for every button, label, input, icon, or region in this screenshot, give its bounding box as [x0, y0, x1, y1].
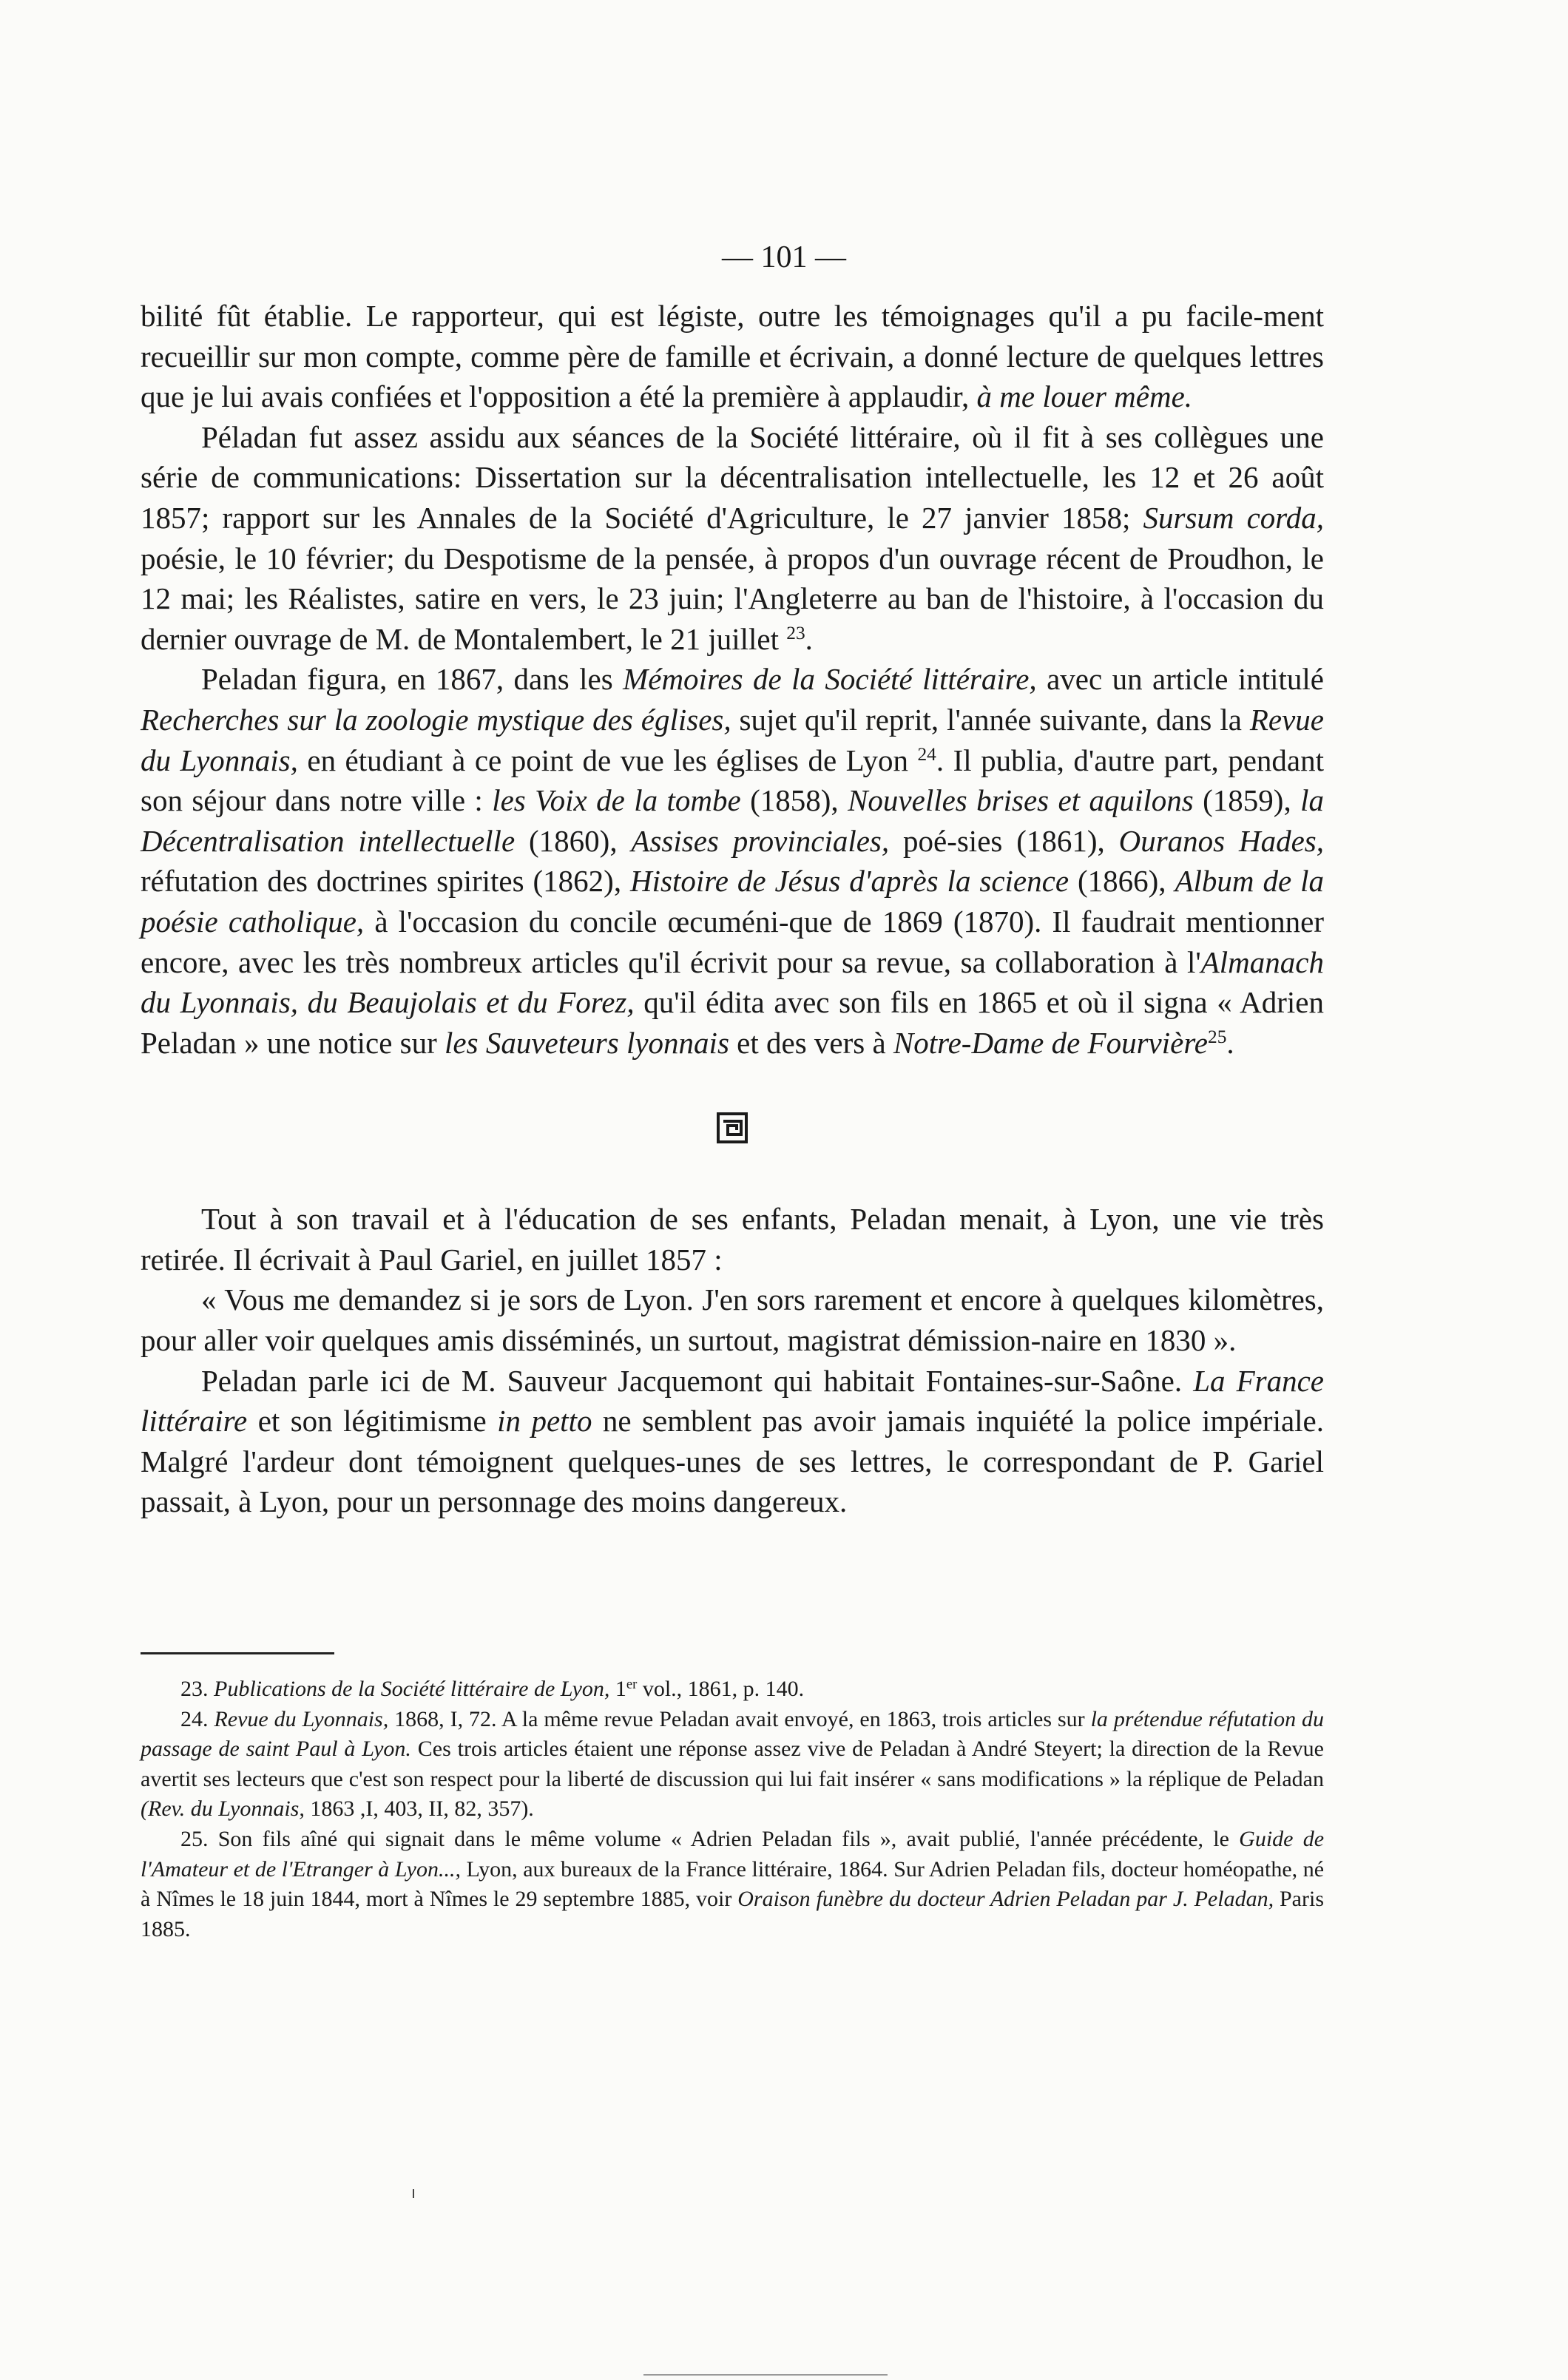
footnote-23	[141, 1674, 1324, 1705]
text-run: Lyon, aux bureaux de la France littéraire, 1864. Sur Adrien Peladan fils, docteur homéopathe, né à Nîmes le 18 juin 1844, mort à Nîmes le 29 septembre 1885, voir	[141, 1856, 1325, 1912]
text-run: 1863 ,I, 403, II, 82, 357).	[304, 1796, 534, 1822]
text-run: Ces trois articles étaient une réponse assez vive de Peladan à André Steyert; la direction de la Revue avertit ses lecteurs que c'est son respect pour la liberté de discussion qui lui fait insérer « sans modifications » la réplique de Peladan	[141, 1737, 1324, 1791]
footnotes	[141, 1674, 1324, 1944]
scan-speck	[413, 2189, 414, 2198]
paragraph	[141, 417, 1324, 660]
text-run-italic: Notre-Dame de Fourvière	[893, 1025, 1208, 1060]
text-run: et des vers à	[729, 1025, 893, 1060]
text-run: . Il publia, d'autre part, pendant son séjour dans notre ville :	[141, 743, 1324, 818]
footnote-ref: 23	[786, 622, 805, 643]
footnote-ref: 25	[1207, 1026, 1227, 1047]
quotation: « Vous me demandez si je sors de Lyon. J'en sors rarement et encore à quelques kilomètres, pour aller voir quelques amis disséminés, un surtout, magistrat démission-naire en 1830 ».	[141, 1282, 1324, 1358]
footnote-ref: 24	[917, 743, 936, 765]
text-run-italic: les Sauveteurs lyonnais	[445, 1025, 729, 1060]
text-run: poésie, le 10 février; du Despotisme de la pensée, à propos d'un ouvrage récent de Proudhon, le 12 mai; les Réalistes, satire en vers, le 23 juin; l'Angleterre au ban de l'histoire, à l'occasion du dernier ouvrage de M. de Montalembert, le 21 juillet	[141, 541, 1324, 656]
paragraph	[141, 1361, 1324, 1522]
text-run-italic: à me louer même.	[976, 379, 1193, 414]
text-run-italic: Assises provinciales,	[631, 823, 890, 858]
text-run-italic: in petto	[497, 1404, 592, 1439]
text-run-italic: Almanach du Lyonnais, du Beaujolais et du Forez,	[141, 944, 1324, 1020]
text-run-italic: (Rev. du Lyonnais,	[141, 1796, 305, 1822]
text-run: à l'occasion du concile œcuméni-que de 1869 (1870). Il faudrait mentionner encore, avec les très nombreux articles qu'il écrivit pour sa revue, sa collaboration à l'	[141, 904, 1324, 979]
text-run: en étudiant à ce point de vue les églises de Lyon	[297, 743, 918, 777]
text-run-italic: Revue du Lyonnais,	[141, 702, 1324, 777]
text-run-italic: Revue du Lyonnais,	[214, 1706, 389, 1731]
text-run: 1868, I, 72. A la même revue Peladan avait envoyé, en 1863, trois articles sur	[388, 1706, 1091, 1731]
text-run-italic: Mémoires de la Société littéraire,	[623, 662, 1037, 697]
text-run-italic: les Voix de la tombe	[492, 783, 741, 818]
footnote-number: 23.	[180, 1677, 214, 1701]
text-run-italic: Oraison funèbre du docteur Adrien Peladan par J. Peladan,	[737, 1887, 1274, 1912]
text-run: Son fils aîné qui signait dans le même volume « Adrien Peladan fils », avait publié, l'année précédente, le	[217, 1826, 1240, 1851]
text-run: réfutation des doctrines spirites (1862),	[141, 864, 631, 899]
footnote-25	[141, 1825, 1324, 1944]
text-run: sujet qu'il reprit, l'année suivante, dans la	[731, 702, 1250, 737]
text-run: Péladan fut assez assidu aux séances de la Société littéraire, où il fit à ses collègues une série de communications: Dissertation sur la décentralisation intellectuelle, les 12 et 26 août 1857; rapport sur les Annales de la Société d'Agriculture, le 27 janvier 1858;	[141, 419, 1324, 535]
text-run: (1858),	[740, 783, 848, 818]
paragraph	[141, 296, 1324, 417]
text-run: avec un article intitulé	[1036, 662, 1325, 697]
text-run: qu'il édita avec son fils en 1865 et où il signa « Adrien Peladan » une notice sur	[141, 985, 1325, 1060]
section-ornament	[141, 1106, 1324, 1150]
text-run-italic: Sursum corda,	[1143, 500, 1324, 535]
text-run-italic: Publications de la Société littéraire de Lyon,	[214, 1677, 610, 1701]
text-run: et son légitimisme	[247, 1404, 498, 1439]
footnote-24	[141, 1705, 1324, 1825]
text-run: poé-sies (1861),	[889, 823, 1119, 858]
text-run: Peladan parle ici de M. Sauveur Jacquemont qui habitait Fontaines-sur-Saône.	[201, 1363, 1194, 1398]
text-run: (1866),	[1069, 864, 1175, 899]
footnote-number: 25.	[180, 1826, 218, 1851]
text-run-italic: Guide de l'Amateur et de l'Etranger à Lyon...,	[141, 1826, 1325, 1882]
text-run-italic: la prétendue réfutation du passage de saint Paul à Lyon.	[141, 1706, 1325, 1762]
text-run: .	[805, 621, 813, 656]
text-run: ne semblent pas avoir jamais inquiété la police impériale. Malgré l'ardeur dont témoignent quelques-unes de ses lettres, le correspondant de P. Gariel passait, à Lyon, pour un personnage des moins dangereux.	[141, 1404, 1325, 1519]
superscript: er	[626, 1676, 638, 1692]
main-text	[141, 296, 1324, 1522]
text-run: vol., 1861, p. 140.	[637, 1677, 805, 1701]
paragraph: Tout à son travail et à l'éducation de ses enfants, Peladan menait, à Lyon, une vie très retirée. Il écrivait à Paul Gariel, en juillet 1857 :	[141, 1202, 1324, 1277]
text-run: (1859),	[1193, 783, 1301, 818]
text-run: bilité fût établie. Le rapporteur, qui est légiste, outre les témoignages qu'il a pu facile-ment recueillir sur mon compte, comme père de famille et écrivain, a donné lecture de quelques lettres que je lui avais confiées et l'opposition a été la première à applaudir,	[141, 299, 1324, 414]
text-run: 1	[609, 1677, 626, 1701]
text-run-italic: Histoire de Jésus d'après la science	[630, 864, 1069, 899]
text-run: Peladan figura, en 1867, dans les	[201, 662, 624, 697]
text-run-italic: la Décentralisation intellectuelle	[141, 783, 1324, 858]
text-run-italic: Recherches sur la zoologie mystique des églises,	[141, 702, 731, 737]
page-number: — 101 —	[722, 240, 846, 274]
text-run-italic: Nouvelles brises et aquilons	[848, 783, 1194, 818]
text-run: .	[1226, 1025, 1234, 1060]
footnote-separator	[141, 1652, 334, 1654]
scan-edge-marks	[643, 2374, 888, 2380]
text-run-italic: La France littéraire	[141, 1363, 1324, 1439]
text-run: Paris 1885.	[141, 1887, 1325, 1941]
text-run-italic: Ouranos Hades,	[1118, 823, 1324, 858]
text-run: (1860),	[515, 823, 632, 858]
text-run-italic: Album de la poésie catholique,	[141, 864, 1325, 939]
footnote-number: 24.	[180, 1706, 214, 1731]
paragraph	[141, 659, 1324, 1063]
meander-ornament-icon	[717, 1112, 748, 1143]
